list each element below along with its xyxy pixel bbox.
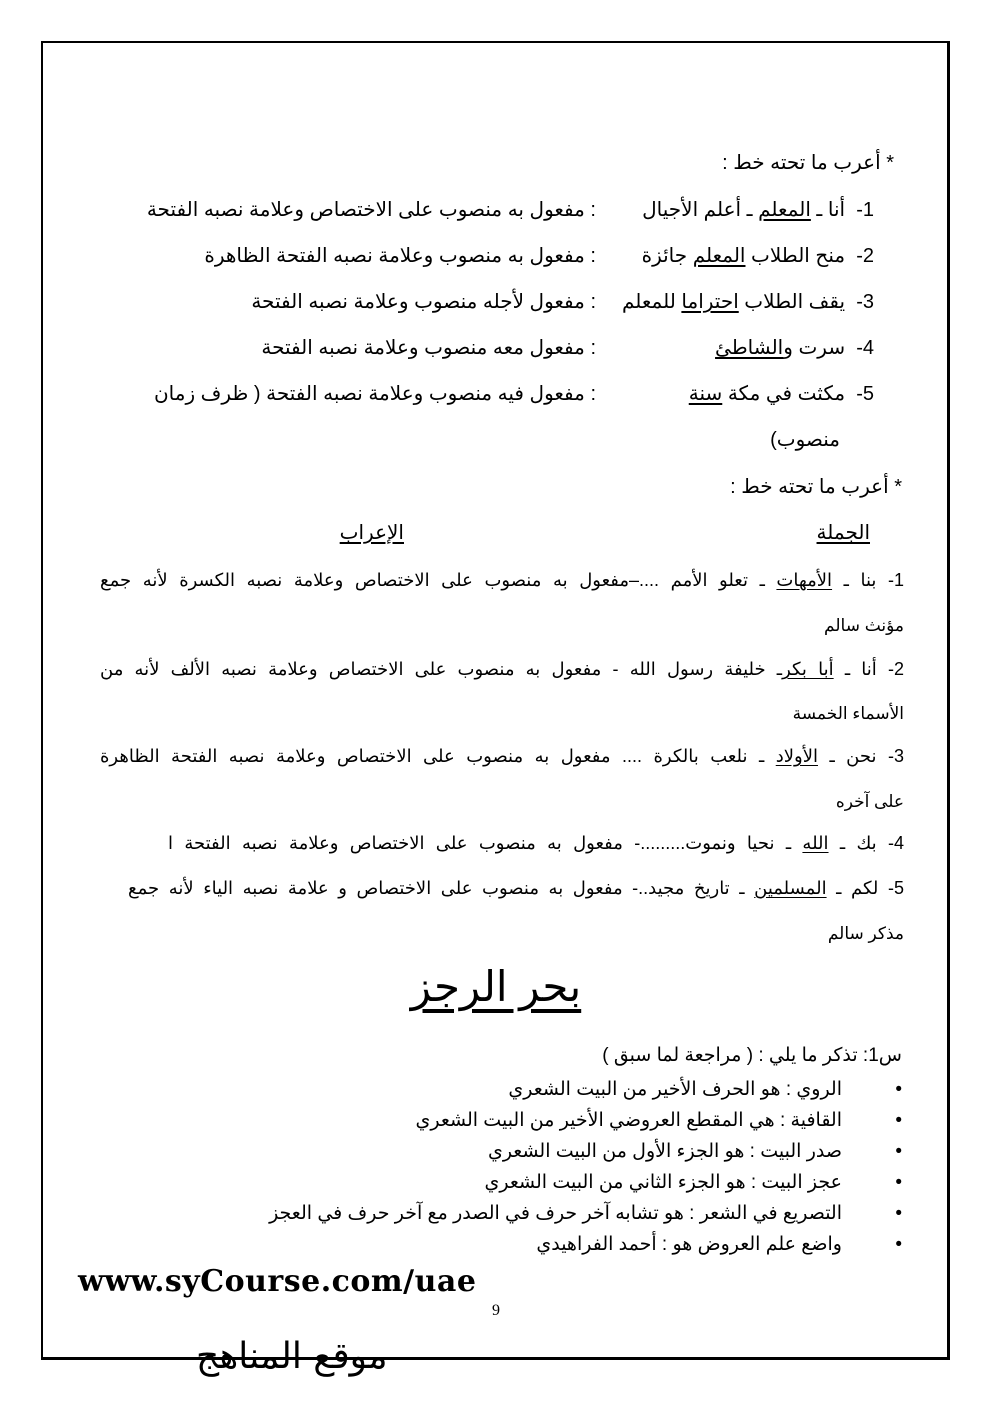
item-question: 5- مكثت في مكة سنة (688, 383, 874, 405)
section1-heading: * أعرب ما تحته خط : (722, 152, 894, 174)
section1-item (94, 243, 874, 275)
item-question: 2- منح الطلاب المعلم جائزة (641, 245, 874, 267)
section2-item-continuation: مؤنث سالم (824, 616, 904, 635)
list-item: • عجز البيت : هو الجزء الثاني من البيت الشعري (182, 1167, 902, 1198)
bullet-icon: • (895, 1203, 902, 1224)
item-answer: : مفعول به منصوب وعلامة نصبه الفتحة الظاهرة (204, 245, 596, 267)
bullet-icon: • (895, 1172, 902, 1193)
list-item: • صدر البيت : هو الجزء الأول من البيت الشعري (182, 1136, 902, 1167)
list-item: • الروي : هو الحرف الأخير من البيت الشعري (182, 1074, 902, 1105)
section2-item: 2- أنا ـ أبا بكرـ خليفة رسول الله - مفعول به منصوب على الاختصاص وعلامة نصبه الألف لأنه من (100, 659, 904, 679)
section2-item: 3- نحن ـ الأولاد ـ نلعب بالكرة .... مفعول به منصوب على الاختصاص وعلامة نصبه الفتحة الظاهرة (100, 746, 904, 766)
bullet-icon: • (895, 1141, 902, 1162)
list-item: • واضع علم العروض هو : أحمد الفراهيدي (182, 1229, 902, 1260)
page-number: 9 (492, 1302, 500, 1319)
item-question: 3- يقف الطلاب احتراما للمعلم (621, 291, 874, 313)
website-watermark: www.syCourse.com/uae (78, 1264, 477, 1299)
item-question: 4- سرت والشاطئ (715, 337, 874, 359)
section-title: بحر الرجز (410, 963, 582, 1010)
section1-item (94, 289, 874, 321)
site-logo-text: موقع المناهج (196, 1336, 388, 1377)
bullet-icon: • (895, 1234, 902, 1255)
bullet-icon: • (895, 1110, 902, 1131)
column-header-sentence: الجملة (816, 522, 870, 544)
section1-item (94, 381, 874, 413)
section2-item: 1- بنا ـ الأمهات ـ تعلو الأمم ....–مفعول به منصوب على الاختصاص وعلامة نصبه الكسرة لأنه جمع (100, 570, 904, 590)
section2-item-continuation: على آخره (835, 792, 904, 811)
section1-item (94, 197, 874, 229)
item-answer: : مفعول به منصوب على الاختصاص وعلامة نصبه الفتحة (146, 199, 596, 221)
list-item: • القافية : هي المقطع العروضي الأخير من البيت الشعري (182, 1105, 902, 1136)
section1-item (94, 335, 874, 367)
item-answer: : مفعول فيه منصوب وعلامة نصبه الفتحة ( ظرف زمان (153, 383, 596, 405)
section1-continuation: منصوب) (770, 429, 840, 451)
list-item: • التصريع في الشعر : هو تشابه آخر حرف في الصدر مع آخر حرف في العجز (182, 1198, 902, 1229)
column-header-parsing: الإعراب (339, 522, 404, 544)
bullet-icon: • (895, 1079, 902, 1100)
definitions-list (182, 1074, 902, 1260)
section2-item-continuation: الأسماء الخمسة (792, 704, 904, 723)
section2-item: 5- لكم ـ المسلمين ـ تاريخ مجيد..- مفعول به منصوب على الاختصاص و علامة نصبه الياء لأنه جمع (128, 878, 904, 898)
section2-item: 4- بك ـ الله ـ نحيا ونموت.........- مفعول به منصوب على الاختصاص وعلامة نصبه الفتحة ا (168, 833, 904, 853)
section2-heading: * أعرب ما تحته خط : (730, 476, 902, 498)
section2-item-continuation: مذكر سالم (827, 924, 904, 943)
item-question: 1- أنا ـ المعلم ـ أعلم الأجيال (642, 199, 874, 221)
question-1: س1: تذكر ما يلي : ( مراجعة لما سبق ) (602, 1045, 902, 1066)
item-answer: : مفعول لأجله منصوب وعلامة نصبه الفتحة (251, 291, 596, 313)
item-answer: : مفعول معه منصوب وعلامة نصبه الفتحة (261, 337, 596, 359)
